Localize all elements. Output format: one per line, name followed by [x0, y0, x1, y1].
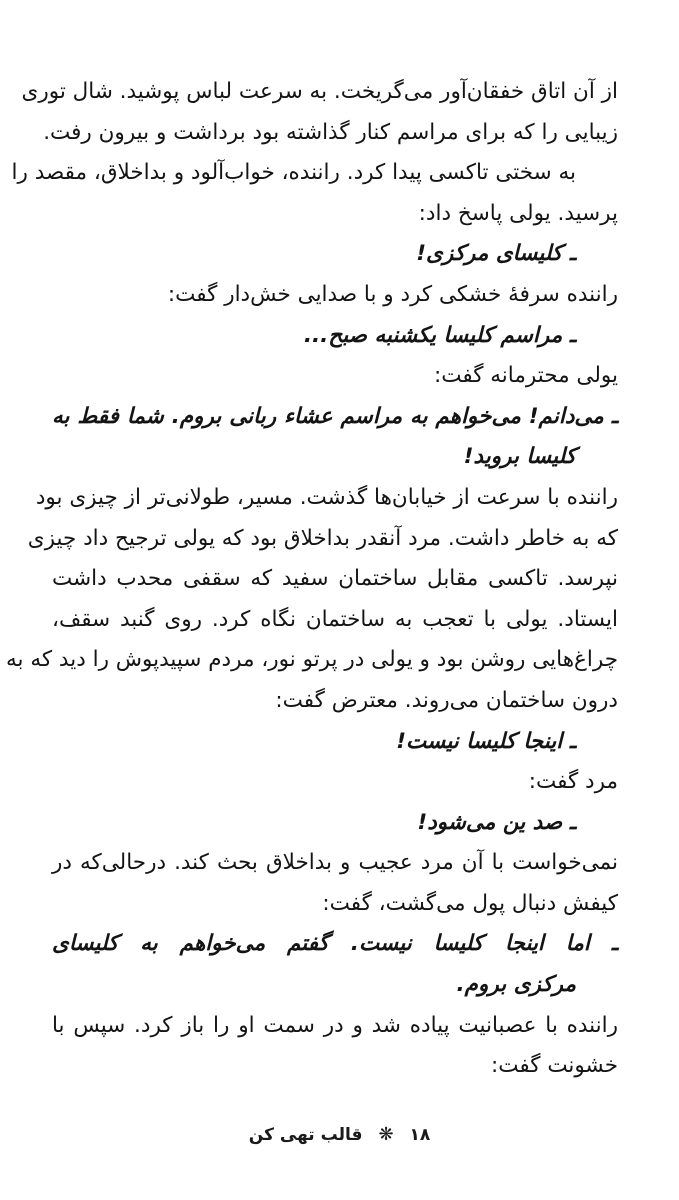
text-line: راننده با سرعت از خیابان‌ها گذشت. مسیر، طولانی‌تر از چیزی بود [35, 484, 618, 510]
dialogue-line: مرکزی بروم. [456, 972, 576, 998]
text-line: مرد گفت: [528, 769, 618, 795]
text-line: راننده سرفهٔ خشکی کرد و با صدایی خش‌دار گفت: [167, 281, 618, 307]
page-body [5, 72, 618, 1087]
dialogue-line: ـ اینجا کلیسا نیست! [396, 728, 576, 754]
text-line: درون ساختمان می‌روند. معترض گفت: [275, 687, 618, 713]
text-line: پرسید. یولی پاسخ داد: [418, 200, 618, 226]
text-line: یولی محترمانه گفت: [433, 363, 618, 389]
dialogue-line: ـ می‌دانم! می‌خواهم به مراسم عشاء ربانی بروم. شما فقط به [52, 403, 618, 429]
text-line: راننده با عصبانیت پیاده شد و در سمت او را باز کرد. سپس با [52, 1012, 618, 1038]
dialogue-line: ـ اما اینجا کلیسا نیست. گفتم می‌خواهم به کلیسای [52, 931, 618, 957]
text-line: به سختی تاکسی پیدا کرد. راننده، خواب‌آلود و بداخلاق، مقصد را [11, 160, 576, 186]
page-number: ۱۸ [409, 1125, 431, 1145]
text-line: نپرسد. تاکسی مقابل ساختمان سفید که سقفی محدب داشت [52, 566, 618, 592]
text-line: نمی‌خواست با آن مرد عجیب و بداخلاق بحث کند. درحالی‌که در [52, 850, 618, 876]
text-line: از آن اتاق خفقان‌آور می‌گریخت. به سرعت لباس پوشید. شال توری [21, 79, 618, 104]
page-footer [0, 1120, 679, 1150]
ornament-icon: ❋ [378, 1124, 394, 1145]
text-line: که به خاطر داشت. مرد آنقدر بداخلاق بود که یولی ترجیح داد چیزی [27, 525, 618, 551]
text-line: ایستاد. یولی با تعجب به ساختمان نگاه کرد. روی گنبد سقف، [52, 606, 618, 632]
dialogue-line: ـ کلیسای مرکزی! [416, 241, 576, 267]
dialogue-line: ـ مراسم کلیسا یکشنبه صبح... [303, 322, 576, 348]
text-line: خشونت گفت: [491, 1053, 618, 1079]
book-title: قالب تهی کن [248, 1125, 363, 1145]
dialogue-line: کلیسا بروید! [463, 444, 576, 470]
text-line: کیفش دنبال پول می‌گشت، گفت: [322, 890, 618, 916]
text-line: چراغ‌هایی روشن بود و یولی در پرتو نور، مردم سپیدپوش را دید که به [5, 647, 618, 673]
dialogue-line: ـ صد ین می‌شود! [417, 809, 576, 835]
text-line: زیبایی را که برای مراسم کنار گذاشته بود برداشت و بیرون رفت. [43, 119, 618, 145]
